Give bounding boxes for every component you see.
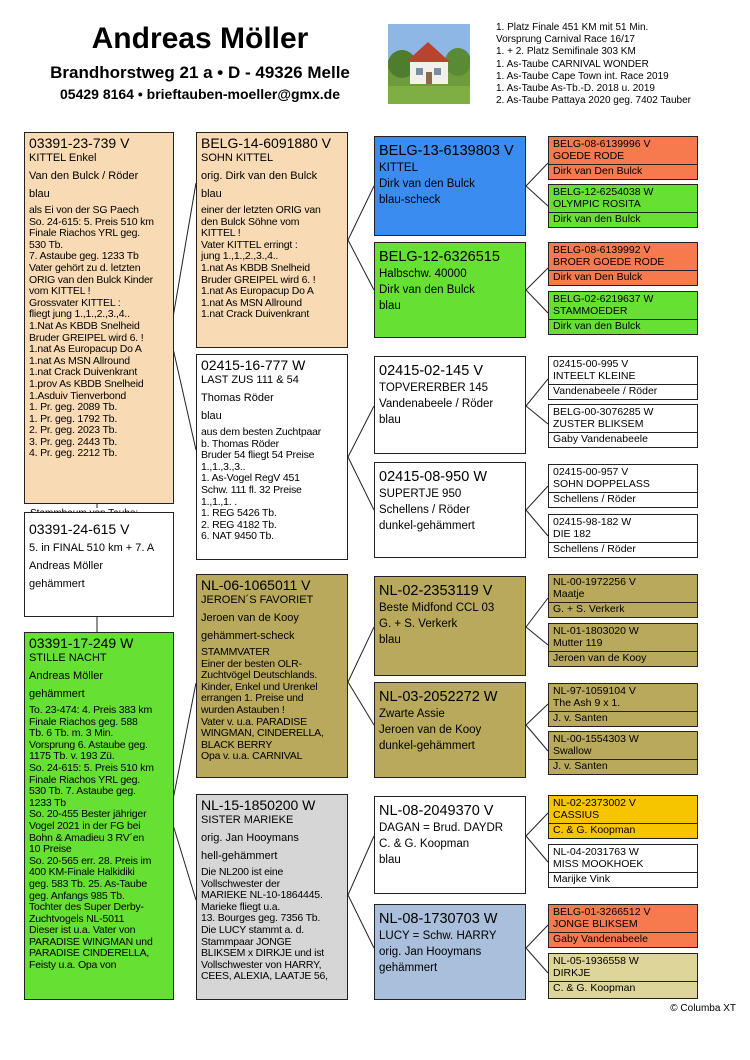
great-grandparent-breeder: Vandenabeele / Röder: [379, 398, 494, 410]
great-grandparent-ring-number: BELG-13-6139803 V: [379, 143, 514, 159]
grandparent-notes: STAMMVATER Einer der besten OLR- Zuchtvögel Deutschlands. Kinder, Enkel und Urenkel errangen 1. Preise und wurden Astauben ! Vater v. u.a. PARADISE WINGMAN, CINDERELLA, BLACK BERRY Opa v. u.a. CARNIVAL: [201, 646, 324, 763]
ggg-ring-number: NL-04-2031763 W: [553, 846, 639, 858]
great-great-grandparent-card[interactable]: [548, 795, 698, 839]
great-grandparent-card[interactable]: [374, 242, 526, 338]
mother-breeder: Andreas Möller: [29, 670, 103, 682]
achievement-line: Vorsprung Carnival Race 16/17: [496, 34, 635, 46]
great-great-grandparent-card[interactable]: [548, 683, 698, 727]
ggg-ring-number: NL-01-1803020 W: [553, 625, 639, 637]
mother-notes: To. 23-474: 4. Preis 383 km Finale Riachos geg. 588 Tb. 6 Tb. m. 3 Min. Vorsprung 6. Astaube geg. 1175 Tb. v. 193 Zü. So. 24-615: 5. Preis 510 km Finale Riachos YRL geg. 530 Tb. 7. Astaube geg. 1233 Tb So. 20-455 Bester jähriger Vogel 2021 in der FG bei Bohn & Amadieu 3 RV´en 10 Preise So. 20-565 err. 28. Preis im 400 KM-Finale Halkidiki geg. 583 Tb. 25. As-Taube geg. Anfangs 985 Tb. Tochter des Super Derby- Zuchtvogels NL-5011 Dieser ist u.a. Vater von PARADISE WINGMAN und PARADISE CINDERELLA, Feisty u.a. Opa von: [29, 704, 154, 972]
grandparent-notes: Die NL200 ist eine Vollschwester der MARIEKE NL-10-1864445. Marieke fliegt u.a. 13. Bourges geg. 7356 Tb. Die LUCY stammt a. d. Stammpaar JONGE BLIKSEM x DIRKJE und ist Vollschwester von HARRY, CEES, ALEXIA, LAATJE 56,: [201, 866, 328, 983]
great-great-grandparent-card[interactable]: [548, 356, 698, 400]
great-great-grandparent-card[interactable]: [548, 953, 698, 999]
achievement-line: 2. As-Taube Pattaya 2020 geg. 7402 Tauber: [496, 95, 691, 107]
grandparent-name: JEROEN´S FAVORIET: [201, 594, 314, 606]
grandparent-color: blau: [201, 410, 222, 422]
grandparent-card[interactable]: [196, 574, 348, 778]
great-grandparent-name: TOPVERERBER 145: [379, 382, 489, 394]
mother-ring-number: 03391-17-249 W: [29, 635, 134, 651]
achievement-line: 1. Platz Finale 451 KM mit 51 Min.: [496, 22, 649, 33]
mother-card[interactable]: [24, 632, 174, 1000]
ggg-breeder: C. & G. Koopman: [549, 981, 697, 995]
great-grandparent-name: DAGAN = Brud. DAYDR: [379, 822, 504, 834]
ggg-breeder: Marijke Vink: [549, 872, 697, 886]
great-grandparent-breeder: Jeroen van de Kooy: [379, 724, 482, 736]
breeder-address: Brandhorstweg 21 a • D - 49326 Melle: [50, 63, 350, 82]
ggg-ring-number: 02415-00-957 V: [553, 466, 629, 478]
ggg-ring-number: NL-00-1972256 V: [553, 576, 636, 588]
great-great-grandparent-card[interactable]: [548, 464, 698, 508]
ggg-name: Maatje: [553, 588, 585, 600]
great-grandparent-breeder: orig. Jan Hooymans: [379, 946, 482, 958]
ggg-ring-number: 02415-00-995 V: [553, 358, 629, 370]
great-grandparent-card[interactable]: [374, 462, 526, 558]
great-great-grandparent-card[interactable]: [548, 731, 698, 775]
ggg-name: Swallow: [553, 745, 592, 757]
father-ring-number: 03391-23-739 V: [29, 135, 130, 151]
ggg-breeder: J. v. Santen: [549, 711, 697, 725]
achievement-line: 1. + 2. Platz Semifinale 303 KM: [496, 46, 636, 58]
father-card[interactable]: [24, 132, 174, 504]
father-color: blau: [29, 188, 50, 200]
subject-breeder: Andreas Möller: [29, 560, 103, 572]
grandparent-name: LAST ZUS 111 & 54: [201, 374, 299, 386]
great-great-grandparent-card[interactable]: [548, 904, 698, 948]
great-grandparent-name: Halbschw. 40000: [379, 268, 467, 280]
grandparent-name: SOHN KITTEL: [201, 152, 274, 164]
great-great-grandparent-card[interactable]: [548, 291, 698, 335]
grandparent-breeder: Thomas Röder: [201, 392, 274, 404]
achievement-line: 1. As-Taube CARNIVAL WONDER: [496, 58, 649, 70]
great-grandparent-name: Beste Midfond CCL 03: [379, 602, 495, 614]
copyright-text: © Columba XT: [670, 1003, 736, 1014]
great-great-grandparent-card[interactable]: [548, 404, 698, 448]
ggg-name: GOEDE RODE: [553, 150, 625, 162]
ggg-name: JONGE BLIKSEM: [553, 918, 638, 930]
mother-color: gehämmert: [29, 688, 85, 700]
ggg-breeder: Dirk van den Bulck: [549, 319, 697, 333]
ggg-name: DIRKJE: [553, 967, 591, 979]
ggg-breeder: Dirk van Den Bulck: [549, 270, 697, 284]
ggg-breeder: Gaby Vandenabeele: [549, 932, 697, 946]
subject-ring-number: 03391-24-615 V: [29, 521, 130, 537]
great-grandparent-ring-number: NL-03-2052272 W: [379, 689, 498, 705]
great-grandparent-breeder: G. + S. Verkerk: [379, 618, 458, 630]
great-grandparent-color: blau: [379, 854, 401, 866]
ggg-breeder: J. v. Santen: [549, 759, 697, 773]
ggg-breeder: Gaby Vandenabeele: [549, 432, 697, 446]
great-grandparent-card[interactable]: [374, 682, 526, 778]
great-great-grandparent-card[interactable]: [548, 136, 698, 180]
grandparent-name: SISTER MARIEKE: [201, 814, 294, 826]
ggg-ring-number: BELG-02-6219637 W: [553, 293, 654, 305]
father-name: KITTEL Enkel: [29, 152, 97, 164]
ggg-name: INTEELT KLEINE: [553, 370, 636, 382]
grandparent-notes: aus dem besten Zuchtpaar b. Thomas Röder Bruder 54 fliegt 54 Preise 1.,1.,3.,3.. 1. As-Vogel RegV 451 Schw. 111 fl. 32 Preise 1.,1.,1. . 1. REG 5426 Tb. 2. REG 4182 Tb. 6. NAT 9450 Tb.: [201, 426, 322, 543]
ggg-name: The Ash 9 x 1.: [553, 697, 621, 709]
great-grandparent-ring-number: NL-08-1730703 W: [379, 911, 498, 927]
great-grandparent-name: Zwarte Assie: [379, 708, 445, 720]
ggg-name: ZUSTER BLIKSEM: [553, 418, 644, 430]
ggg-name: Mutter 119: [553, 637, 603, 649]
ggg-ring-number: BELG-08-6139996 V: [553, 138, 651, 150]
great-grandparent-breeder: Dirk van den Bulck: [379, 178, 475, 190]
great-great-grandparent-card[interactable]: [548, 242, 698, 286]
grandparent-color: gehämmert-scheck: [201, 630, 295, 642]
great-great-grandparent-card[interactable]: [548, 844, 698, 888]
great-grandparent-breeder: Dirk van den Bulck: [379, 284, 475, 296]
ggg-name: DIE 182: [553, 528, 591, 540]
grandparent-breeder: orig. Jan Hooymans: [201, 832, 299, 844]
ggg-name: SOHN DOPPELASS: [553, 478, 650, 490]
grandparent-ring-number: NL-06-1065011 V: [201, 577, 311, 593]
great-grandparent-card[interactable]: [374, 796, 526, 894]
ggg-name: OLYMPIC ROSITA: [553, 198, 641, 210]
grandparent-ring-number: NL-15-1850200 W: [201, 797, 316, 813]
great-grandparent-color: blau: [379, 300, 401, 312]
great-grandparent-card[interactable]: [374, 356, 526, 454]
great-grandparent-color: blau: [379, 414, 401, 426]
ggg-ring-number: BELG-12-6254038 W: [553, 186, 654, 198]
grandparent-breeder: orig. Dirk van den Bulck: [201, 170, 318, 182]
subject-color: gehämmert: [29, 578, 85, 590]
great-grandparent-name: LUCY = Schw. HARRY: [379, 930, 497, 942]
great-grandparent-breeder: C. & G. Koopman: [379, 838, 470, 850]
ggg-breeder: C. & G. Koopman: [549, 823, 697, 837]
ggg-breeder: Dirk van den Bulck: [549, 212, 697, 226]
great-grandparent-color: blau-scheck: [379, 194, 441, 206]
ggg-name: STAMMOEDER: [553, 305, 628, 317]
great-grandparent-name: SUPERTJE 950: [379, 488, 462, 500]
grandparent-color: hell-gehämmert: [201, 850, 278, 862]
father-notes: als Ei von der SG Paech So. 24-615: 5. Preis 510 km Finale Riachos YRL geg. 530 Tb. 7. Astaube geg. 1233 Tb Vater gehört zu d. letzten ORIG van den Bulck Kinder vom KITTEL ! Grossvater KITTEL : fliegt jung 1.,1.,2.,3.,4.. 1.Nat As KBDB Snelheid Bruder GREIPEL wird 6. ! 1.nat As Europacup Do A 1.nat As MSN Allround 1.nat Crack Duivenkrant 1.prov As KBDB Snelheid 1.Asduiv Tienverbond 1. Pr. geg. 2089 Tb. 1. Pr. geg. 1792 Tb. 2. Pr. geg. 2023 Tb. 3. Pr. geg. 2443 Tb. 4. Pr. geg. 2212 Tb.: [29, 204, 154, 460]
great-grandparent-card[interactable]: [374, 904, 526, 1000]
great-grandparent-name: KITTEL: [379, 162, 418, 174]
great-grandparent-card[interactable]: [374, 136, 526, 236]
ggg-breeder: Schellens / Röder: [549, 542, 697, 556]
breeder-contact: 05429 8164 • brieftauben-moeller@gmx.de: [60, 86, 340, 102]
grandparent-notes: einer der letzten ORIG van den Bulck Söhne vom KITTEL ! Vater KITTEL erringt : jung 1.,1.,2.,3.,4.. 1.nat As KBDB Snelheid Bruder GREIPEL wird 6. ! 1.nat As Europacup Do A 1.nat As MSN Allround 1.nat Crack Duivenkrant: [201, 204, 321, 321]
grandparent-color: blau: [201, 188, 222, 200]
grandparent-breeder: Jeroen van de Kooy: [201, 612, 299, 624]
great-great-grandparent-card[interactable]: [548, 184, 698, 228]
ggg-ring-number: BELG-08-6139992 V: [553, 244, 651, 256]
great-grandparent-color: dunkel-gehämmert: [379, 740, 475, 752]
ggg-ring-number: NL-00-1554303 W: [553, 733, 639, 745]
great-great-grandparent-card[interactable]: [548, 514, 698, 558]
ggg-ring-number: 02415-98-182 W: [553, 516, 632, 528]
ggg-ring-number: NL-02-2373002 V: [553, 797, 636, 809]
subject-card[interactable]: [24, 512, 174, 617]
ggg-breeder: Dirk van Den Bulck: [549, 164, 697, 178]
ggg-name: BROER GOEDE RODE: [553, 256, 665, 268]
ggg-breeder: Schellens / Röder: [549, 492, 697, 506]
ggg-ring-number: BELG-01-3266512 V: [553, 906, 651, 918]
great-grandparent-color: dunkel-gehämmert: [379, 520, 475, 532]
subject-result: 5. in FINAL 510 km + 7. A: [29, 542, 155, 554]
great-grandparent-card[interactable]: [374, 576, 526, 676]
grandparent-card[interactable]: [196, 132, 348, 348]
great-grandparent-ring-number: NL-02-2353119 V: [379, 583, 493, 599]
great-grandparent-ring-number: 02415-08-950 W: [379, 469, 488, 485]
grandparent-card[interactable]: [196, 354, 348, 560]
ggg-name: MISS MOOKHOEK: [553, 858, 644, 870]
mother-name: STILLE NACHT: [29, 652, 107, 664]
grandparent-ring-number: BELG-14-6091880 V: [201, 135, 331, 151]
breeder-name: Andreas Möller: [91, 22, 309, 55]
grandparent-card[interactable]: [196, 794, 348, 1000]
ggg-breeder: Jeroen van de Kooy: [549, 651, 697, 665]
ggg-breeder: G. + S. Verkerk: [549, 602, 697, 616]
ggg-ring-number: NL-97-1059104 V: [553, 685, 636, 697]
ggg-ring-number: BELG-00-3076285 W: [553, 406, 654, 418]
ggg-ring-number: NL-05-1936558 W: [553, 955, 639, 967]
great-great-grandparent-card[interactable]: [548, 623, 698, 667]
great-grandparent-ring-number: BELG-12-6326515: [379, 249, 500, 265]
ggg-breeder: Vandenabeele / Röder: [549, 384, 697, 398]
great-grandparent-color: gehämmert: [379, 962, 438, 974]
father-breeder: Van den Bulck / Röder: [29, 170, 139, 182]
grandparent-ring-number: 02415-16-777 W: [201, 357, 306, 373]
achievement-line: 1. As-Taube Cape Town int. Race 2019: [496, 70, 669, 82]
great-grandparent-color: blau: [379, 634, 401, 646]
great-grandparent-ring-number: NL-08-2049370 V: [379, 803, 494, 819]
great-grandparent-ring-number: 02415-02-145 V: [379, 363, 483, 379]
great-grandparent-breeder: Schellens / Röder: [379, 504, 470, 516]
ggg-name: CASSIUS: [553, 809, 600, 821]
great-great-grandparent-card[interactable]: [548, 574, 698, 618]
achievement-line: 1. As-Taube As-Tb.-D. 2018 u. 2019: [496, 83, 655, 95]
